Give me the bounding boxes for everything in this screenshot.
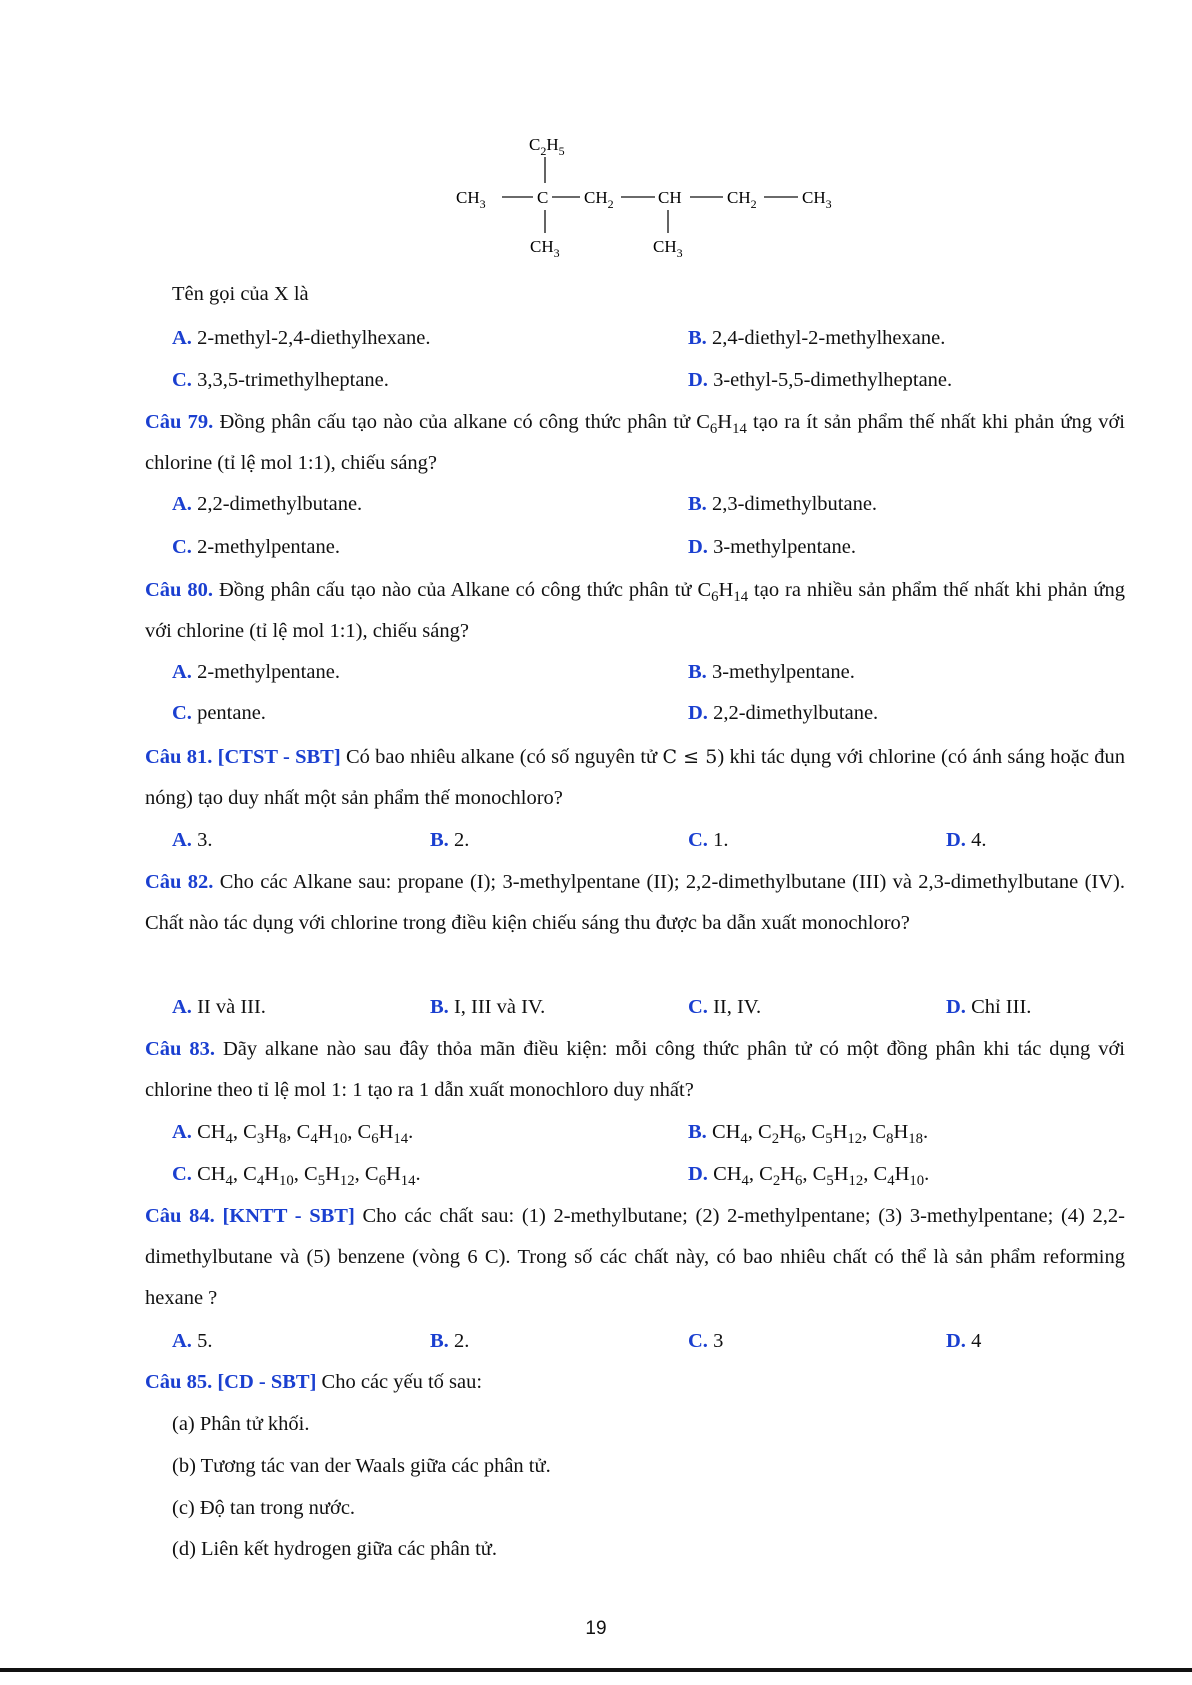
q82-option-b[interactable]: B. I, III và IV. — [430, 996, 546, 1018]
q81-option-b[interactable]: B. 2. — [430, 829, 470, 851]
q78-option-a[interactable]: A. 2-methyl-2,4-diethylhexane. — [172, 327, 431, 349]
question-79-label: Câu 79. — [145, 411, 214, 433]
q85-item-a: (a) Phân tử khối. — [172, 1413, 310, 1435]
q85-item-b: (b) Tương tác van der Waals giữa các phân tử. — [172, 1455, 551, 1477]
q82-option-a[interactable]: A. II và III. — [172, 996, 266, 1018]
formula-ch: CH — [658, 188, 682, 207]
q83-option-a[interactable]: A. $CH_4$, $C_3H_8$, $C_4H_{10}$, $C_6H_{14}$. — [172, 1121, 414, 1148]
q84-option-c[interactable]: C. 3 — [688, 1330, 724, 1352]
q78-option-b[interactable]: B. 2,4-diethyl-2-methylhexane. — [688, 327, 946, 349]
question-79: Câu 79. Đồng phân cấu tạo nào của alkane có công thức phân tử $C_6H_{14}$ tạo ra ít sản phẩm thế nhất khi phản ứng với chlorine (tỉ lệ mol 1:1), chiếu sáng? — [145, 411, 1125, 474]
question-80-label: Câu 80. — [145, 579, 214, 601]
q84-option-d[interactable]: D. 4 — [946, 1330, 982, 1352]
q78-option-d[interactable]: D. 3-ethyl-5,5-dimethylheptane. — [688, 369, 953, 391]
q79-option-b[interactable]: B. 2,3-dimethylbutane. — [688, 493, 878, 515]
formula-ch3-left: $CH_3$ — [456, 188, 486, 211]
q80-option-c[interactable]: C. pentane. — [172, 702, 266, 724]
q83-option-c[interactable]: C. $CH_4$, $C_4H_{10}$, $C_5H_{12}$, $C_6H_{14}$. — [172, 1163, 421, 1190]
q81-option-a[interactable]: A. 3. — [172, 829, 213, 851]
q83-option-b[interactable]: B. $CH_4$, $C_2H_6$, $C_5H_{12}$, $C_8H_{18}$. — [688, 1121, 929, 1148]
q81-option-d[interactable]: D. 4. — [946, 829, 987, 851]
q79-option-a[interactable]: A. 2,2-dimethylbutane. — [172, 493, 363, 515]
formula-ch3-right: $CH_3$ — [802, 188, 832, 211]
page-number: 19 — [585, 1618, 607, 1639]
q85-item-c: (c) Độ tan trong nước. — [172, 1497, 356, 1519]
formula-ch2-2: $CH_2$ — [727, 188, 757, 211]
q83-option-d[interactable]: D. $CH_4$, $C_2H_6$, $C_5H_{12}$, $C_4H_{10}$. — [688, 1163, 930, 1190]
question-85: Câu 85. [CD - SBT] Cho các yếu tố sau: — [145, 1371, 483, 1393]
q78-option-c[interactable]: C. 3,3,5-trimethylheptane. — [172, 369, 389, 391]
formula-top-group: $C_2H_5$ — [529, 135, 565, 158]
q82-option-d[interactable]: D. Chỉ III. — [946, 996, 1032, 1018]
question-84-label: Câu 84. [KNTT - SBT] — [145, 1205, 355, 1227]
question-80: Câu 80. Đồng phân cấu tạo nào của Alkane có công thức phân tử $C_6H_{14}$ tạo ra nhiều sản phẩm thế nhất khi phản ứng với chlorine (tỉ lệ mol 1:1), chiếu sáng? — [145, 579, 1125, 642]
formula-bottom-ch3-2: $CH_3$ — [653, 237, 683, 260]
q84-option-b[interactable]: B. 2. — [430, 1330, 470, 1352]
formula-quaternary-c: C — [537, 188, 549, 207]
question-81-label: Câu 81. [CTST - SBT] — [145, 746, 341, 768]
question-82: Câu 82. Cho các Alkane sau: propane (I); 3-methylpentane (II); 2,2-dimethylbutane (III) và 2,3-dimethylbutane (IV). Chất nào tác dụng với chlorine trong điều kiện chiếu sáng thu được ba dẫn xuất monochloro? — [145, 871, 1125, 934]
bottom-rule — [0, 1668, 1192, 1672]
structural-formula — [440, 125, 860, 265]
q85-item-d: (d) Liên kết hydrogen giữa các phân tử. — [172, 1538, 498, 1560]
formula-bottom-ch3-1: $CH_3$ — [530, 237, 560, 260]
q82-option-c[interactable]: C. II, IV. — [688, 996, 762, 1018]
q80-option-a[interactable]: A. 2-methylpentane. — [172, 661, 340, 683]
formula-ch2-1: $CH_2$ — [584, 188, 614, 211]
question-83: Câu 83. Dãy alkane nào sau đây thỏa mãn điều kiện: mỗi công thức phân tử có một đồng phân khi tác dụng với chlorine theo tỉ lệ mol 1: 1 tạo ra 1 dẫn xuất monochloro duy nhất? — [145, 1038, 1125, 1101]
q84-option-a[interactable]: A. 5. — [172, 1330, 213, 1352]
question-84: Câu 84. [KNTT - SBT] Cho các chất sau: (1) 2-methylbutane; (2) 2-methylpentane; (3) 3-methylpentane; (4) 2,2-dimethylbutane và (5) benzene (vòng 6 C). Trong số các chất này, có bao nhiêu chất có thể là sản phẩm reforming hexane ? — [145, 1205, 1125, 1309]
q79-option-c[interactable]: C. 2-methylpentane. — [172, 536, 340, 558]
q80-option-b[interactable]: B. 3-methylpentane. — [688, 661, 855, 683]
question-83-label: Câu 83. — [145, 1038, 216, 1060]
question-85-label: Câu 85. [CD - SBT] — [145, 1371, 317, 1393]
question-81: Câu 81. [CTST - SBT] Có bao nhiêu alkane (có số nguyên tử C ≤ 5) khi tác dụng với chlorine (có ánh sáng hoặc đun nóng) tạo duy nhất một sản phẩm thế monochloro? — [145, 746, 1126, 809]
q78-intro: Tên gọi của X là — [172, 283, 309, 305]
q79-option-d[interactable]: D. 3-methylpentane. — [688, 536, 856, 558]
q80-option-d[interactable]: D. 2,2-dimethylbutane. — [688, 702, 879, 724]
q81-option-c[interactable]: C. 1. — [688, 829, 729, 851]
q81-condition: C ≤ 5 — [662, 746, 718, 768]
question-82-label: Câu 82. — [145, 871, 214, 893]
